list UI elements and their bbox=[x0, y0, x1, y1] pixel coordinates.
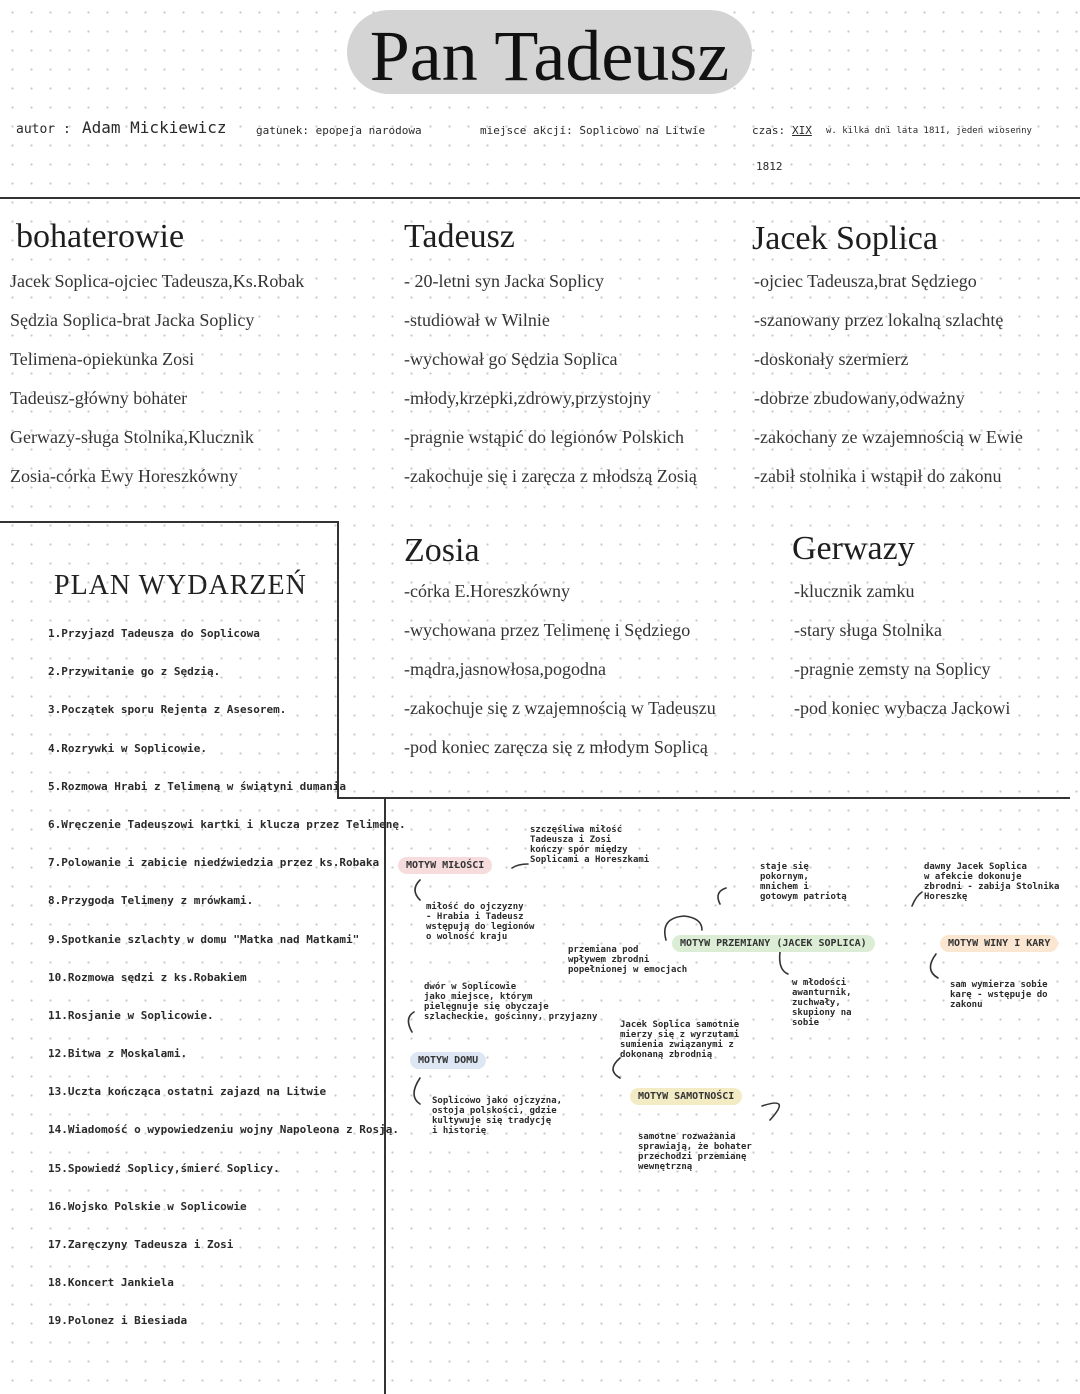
przemiany-note-right: w młodości awanturnik, zuchwały, skupiony na sobie bbox=[792, 978, 852, 1028]
milosc-note-bottom: miłość do ojczyzny - Hrabia i Tadeusz wstępują do legionów o wolność kraju bbox=[426, 902, 535, 942]
winy-note-bottom: sam wymierza sobie karę - wstępuje do zakonu bbox=[950, 980, 1048, 1010]
header-divider bbox=[0, 197, 1080, 199]
plan-item: 1.Przyjazd Tadeusza do Soplicowa bbox=[48, 627, 260, 640]
list-item: -doskonały szermierz bbox=[754, 349, 909, 369]
list-item: -pragnie zemsty na Soplicy bbox=[794, 659, 991, 679]
list-item: -zakochuje się i zaręcza z młodszą Zosią bbox=[404, 466, 697, 486]
motif-przemiany: MOTYW PRZEMIANY (JACEK SOPLICA) bbox=[672, 935, 875, 952]
zosia-title: Zosia bbox=[404, 532, 480, 569]
plan-item: 15.Spowiedź Soplicy,śmierć Soplicy. bbox=[48, 1161, 280, 1175]
list-item: Telimena-opiekunka Zosi bbox=[10, 349, 195, 369]
list-item: Sędzia Soplica-brat Jacka Soplicy bbox=[10, 310, 255, 330]
plan-item: 4.Rozrywki w Soplicowie. bbox=[48, 741, 207, 755]
author-value: Adam Mickiewicz bbox=[82, 118, 227, 137]
list-item: Zosia-córka Ewy Horeszkówny bbox=[10, 466, 238, 486]
list-item: -ojciec Tadeusza,brat Sędziego bbox=[754, 271, 977, 291]
domu-note-bottom: Soplicowo jako ojczyzna, ostoja polskości, gdzie kultywuje się tradycję i historię bbox=[432, 1096, 563, 1136]
genre: gatunek: epopeja narodowa bbox=[256, 124, 422, 137]
plan-item: 2.Przywitanie go z Sędzią. bbox=[48, 665, 221, 679]
gerwazy-list bbox=[794, 578, 1010, 734]
motif-domu: MOTYW DOMU bbox=[410, 1052, 486, 1069]
motif-samotnosci: MOTYW SAMOTNOŚCI bbox=[630, 1088, 742, 1105]
plan-item: 9.Spotkanie szlachty w domu "Matka nad Matkami" bbox=[48, 932, 360, 946]
samotnosci-note-top: Jacek Soplica samotnie mierzy się z wyrzutami sumienia związanymi z dokonaną zbrodnią bbox=[620, 1020, 740, 1060]
list-item: -wychowana przez Telimenę i Sędziego bbox=[404, 620, 691, 640]
plan-item: 8.Przygoda Telimeny z mrówkami. bbox=[48, 894, 254, 908]
list-item: -pod koniec wybacza Jackowi bbox=[794, 698, 1011, 718]
list-item: -zakochuje się z wzajemnością w Tadeuszu bbox=[404, 698, 716, 718]
arrow-samotnosci-bottom bbox=[762, 1103, 779, 1120]
tadeusz-title: Tadeusz bbox=[404, 218, 515, 255]
list-item: -młody,krzepki,zdrowy,przystojny bbox=[404, 388, 652, 408]
arrow-samotnosci-top bbox=[613, 1058, 620, 1078]
list-item: - 20-letni syn Jacka Soplicy bbox=[404, 271, 604, 291]
arrow-przemiany-top bbox=[718, 888, 726, 904]
list-item: Tadeusz-główny bohater bbox=[10, 388, 188, 408]
arrow-przemiany-right bbox=[780, 952, 788, 974]
gerwazy-title: Gerwazy bbox=[792, 530, 915, 567]
list-item: -stary sługa Stolnika bbox=[794, 620, 942, 640]
motif-milosc: MOTYW MIŁOŚCI bbox=[398, 857, 492, 874]
time-label: czas: bbox=[752, 124, 786, 137]
list-item: -pod koniec zaręcza się z młodym Soplicą bbox=[404, 737, 708, 757]
plan-item: 13.Uczta kończąca ostatni zajazd na Litwie bbox=[48, 1085, 327, 1099]
plan-title: PLAN WYDARZEŃ bbox=[54, 570, 307, 601]
winy-note-top: dawny Jacek Soplica w afekcie dokonuje zbrodni - zabija Stolnika Horeszkę bbox=[924, 862, 1060, 902]
jacek-list bbox=[754, 268, 1023, 502]
list-item: Gerwazy-sługa Stolnika,Klucznik bbox=[10, 427, 254, 447]
tadeusz-list bbox=[404, 268, 697, 502]
place: miejsce akcji: Soplicowo na Litwie bbox=[480, 124, 706, 137]
bohaterowie-list bbox=[10, 268, 304, 502]
plan-item: 16.Wojsko Polskie w Soplicowie bbox=[48, 1199, 247, 1213]
arrow-winy-bottom bbox=[930, 954, 938, 978]
arrow-winy-top bbox=[912, 892, 922, 906]
arrow-domu-bottom bbox=[414, 1078, 420, 1104]
list-item: -szanowany przez lokalną szlachtę bbox=[754, 310, 1004, 330]
list-item: -zabił stolnika i wstąpił do zakonu bbox=[754, 466, 1002, 486]
section-divider bbox=[337, 797, 1070, 799]
page-title: Pan Tadeusz bbox=[369, 16, 730, 96]
list-item: Jacek Soplica-ojciec Tadeusza,Ks.Robak bbox=[10, 271, 305, 291]
plan-item: 19.Polonez i Biesiada bbox=[48, 1314, 188, 1328]
list-item: -studiował w Wilnie bbox=[404, 310, 550, 330]
list-item: -klucznik zamku bbox=[794, 581, 915, 601]
arrow-domu-top bbox=[408, 1012, 414, 1032]
list-item: -wychował go Sędzia Soplica bbox=[404, 349, 618, 369]
plan-item: 12.Bitwa z Moskalami. bbox=[48, 1047, 188, 1061]
milosc-note-top: szczęśliwa miłość Tadeusza i Zosi kończy spór między Soplicami a Horeszkami bbox=[530, 825, 650, 865]
plan-item: 18.Koncert Jankiela bbox=[48, 1276, 174, 1290]
list-item: -córka E.Horeszkówny bbox=[404, 581, 570, 601]
time-year: 1812 bbox=[756, 160, 783, 173]
przemiany-note-left: przemiana pod wpływem zbrodni popełnionej w emocjach bbox=[568, 945, 688, 975]
plan-item: 6.Wręczenie Tadeuszowi kartki i klucza przez Telimenę. bbox=[48, 817, 406, 831]
bohaterowie-title: bohaterowie bbox=[16, 218, 185, 255]
plan-item: 17.Zaręczyny Tadeusza i Zosi bbox=[48, 1238, 234, 1251]
list-item: -dobrze zbudowany,odważny bbox=[754, 388, 965, 408]
list-item: -mądra,jasnowłosa,pogodna bbox=[404, 659, 606, 679]
motif-winy: MOTYW WINY I KARY bbox=[940, 935, 1058, 952]
przemiany-note-top: staje się pokornym, mnichem i gotowym patriotą bbox=[760, 862, 847, 902]
arrow-milosc-bottom bbox=[415, 880, 420, 900]
domu-note-top: dwór w Soplicowie jako miejsce, którym pielęgnuje się obyczaje szlacheckie, gościnny, przyjazny bbox=[424, 982, 598, 1022]
list-item: -pragnie wstąpić do legionów Polskich bbox=[404, 427, 684, 447]
time-rest: w. kilka dni lata 1811, jeden wiosenny bbox=[826, 126, 1032, 136]
author-label: autor : bbox=[16, 122, 71, 137]
plan-item: 11.Rosjanie w Soplicowie. bbox=[48, 1008, 214, 1022]
arrow-milosc-top bbox=[512, 864, 528, 868]
plan-list bbox=[48, 625, 406, 1351]
plan-item: 14.Wiadomość o wypowiedzeniu wojny Napoleona z Rosją. bbox=[48, 1123, 399, 1137]
time-century: XIX bbox=[792, 124, 812, 137]
list-item: -zakochany ze wzajemnością w Ewie bbox=[754, 427, 1023, 447]
plan-item: 3.Początek sporu Rejenta z Asesorem. bbox=[48, 703, 287, 717]
plan-item: 5.Rozmowa Hrabi z Telimeną w świątyni dumania bbox=[48, 779, 347, 793]
plan-item: 7.Polowanie i zabicie niedźwiedzia przez ks.Robaka bbox=[48, 856, 380, 870]
zosia-list bbox=[404, 578, 716, 773]
plan-box-top bbox=[0, 521, 338, 523]
samotnosci-note-bottom: samotne rozważania sprawiają, że bohater przechodzi przemianę wewnętrzną bbox=[638, 1132, 752, 1172]
plan-item: 10.Rozmowa sędzi z ks.Robakiem bbox=[48, 970, 247, 984]
jacek-title: Jacek Soplica bbox=[752, 220, 938, 257]
